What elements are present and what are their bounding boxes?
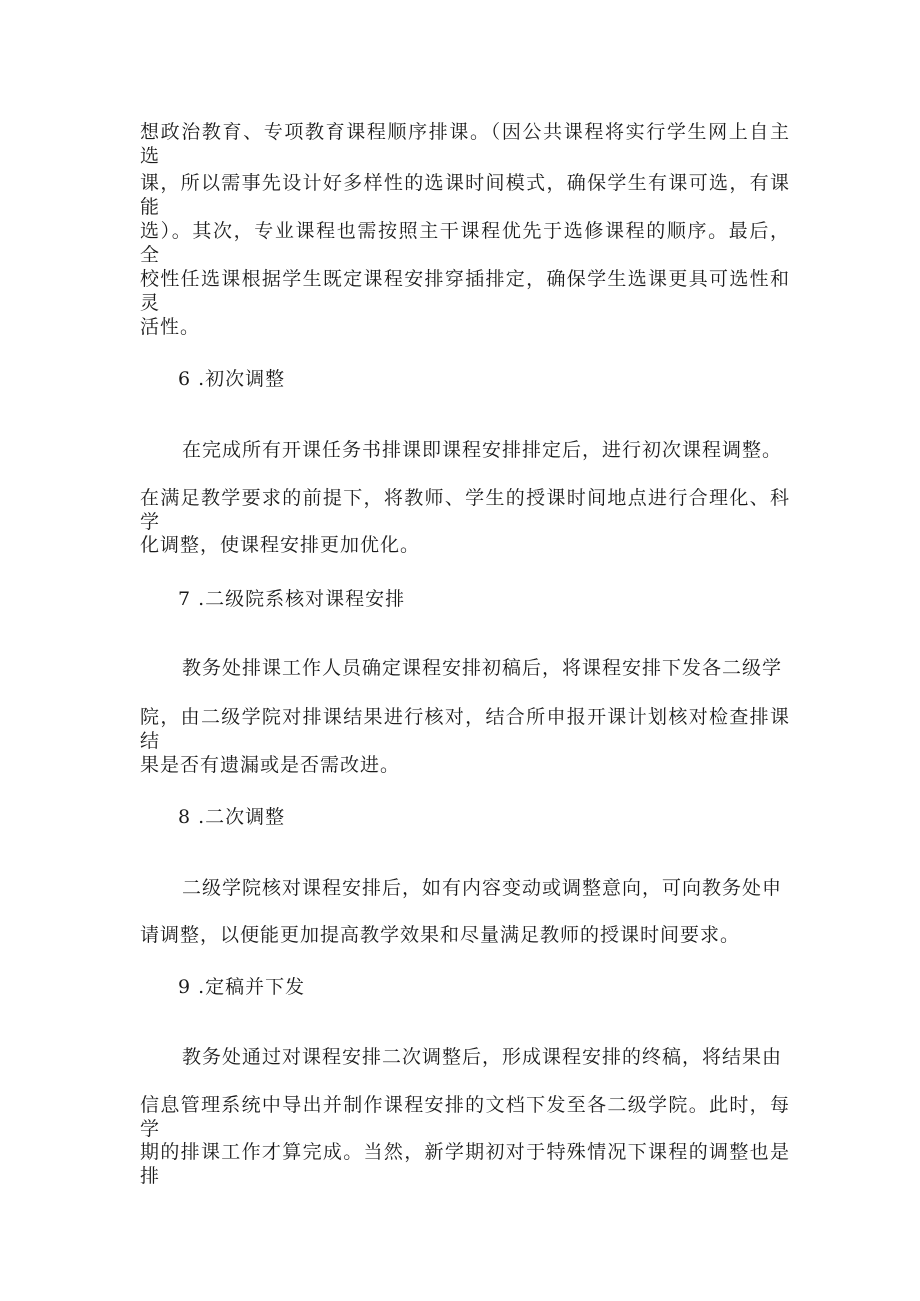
paragraph-line: 想政治教育、专项教育课程顺序排课。（因公共课程将实行学生网上自主选 <box>140 121 790 167</box>
paragraph-line: 信息管理系统中导出并制作课程安排的文档下发至各二级学院。此时，每学 <box>140 1094 790 1140</box>
paragraph-line: 院，由二级学院对排课结果进行核对，结合所申报开课计划核对检查排课结 <box>140 706 790 752</box>
paragraph-line: 课，所以需事先设计好多样性的选课时间模式，确保学生有课可选，有课能 <box>140 172 790 218</box>
paragraph-line: 教务处排课工作人员确定课程安排初稿后，将课程安排下发各二级学 <box>182 657 783 679</box>
paragraph-line: 期的排课工作才算完成。当然，新学期初对于特殊情况下课程的调整也是排 <box>140 1141 790 1187</box>
paragraph-line: 果是否有遗漏或是否需改进。 <box>140 754 401 776</box>
section-heading: 6 .初次调整 <box>178 368 286 390</box>
paragraph-line: 选）。其次，专业课程也需按照主干课程优先于选修课程的顺序。最后，全 <box>140 220 790 266</box>
paragraph-line: 化调整，使课程安排更加优化。 <box>140 534 421 556</box>
section-heading: 9 .定稿并下发 <box>178 976 306 998</box>
paragraph-line: 在完成所有开课任务书排课即课程安排排定后，进行初次课程调整。 <box>182 439 783 461</box>
section-heading: 8 .二次调整 <box>178 806 286 828</box>
paragraph-line: 教务处通过对课程安排二次调整后，形成课程安排的终稿，将结果由 <box>182 1046 783 1068</box>
section-heading: 7 .二级院系核对课程安排 <box>178 588 406 610</box>
paragraph-line: 在满足教学要求的前提下，将教师、学生的授课时间地点进行合理化、科学 <box>140 487 790 533</box>
paragraph-line: 请调整，以便能更加提高教学效果和尽量满足教师的授课时间要求。 <box>140 924 741 946</box>
paragraph-line: 校性任选课根据学生既定课程安排穿插排定，确保学生选课更具可选性和灵 <box>140 268 790 314</box>
paragraph-line: 活性。 <box>140 316 201 338</box>
paragraph-line: 二级学院核对课程安排后，如有内容变动或调整意向，可向教务处申 <box>182 877 783 899</box>
